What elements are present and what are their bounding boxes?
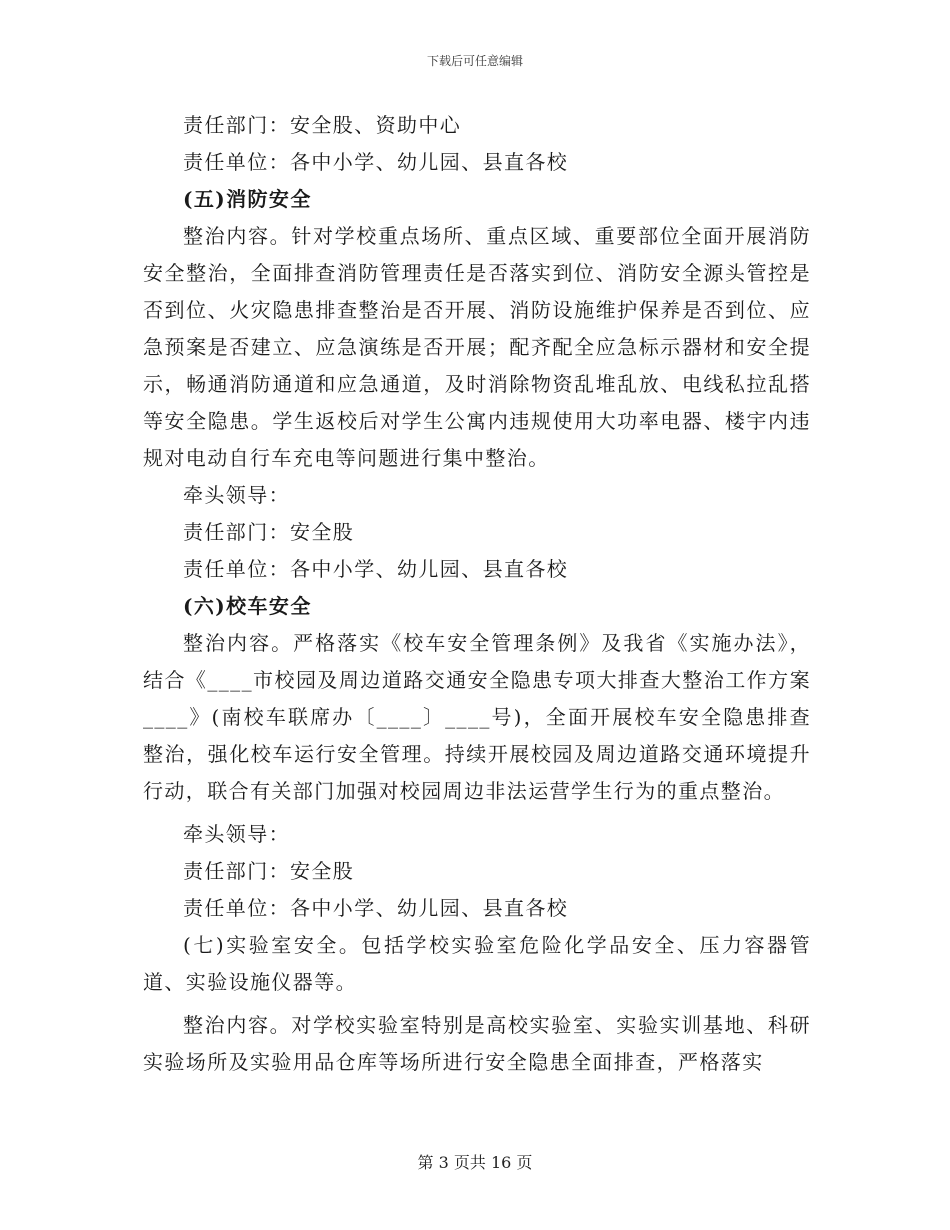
- lead-leader-6: 牵头领导：: [183, 822, 290, 846]
- responsible-unit-1: 责任单位：各中小学、幼儿园、县直各校: [183, 150, 569, 174]
- section-heading-5: (五)消防安全: [183, 187, 312, 211]
- section-heading-7: (七)实验室安全。包括学校实验室危险化学品安全、压力容器管道、实验设施仪器等。: [143, 933, 811, 994]
- page-footer: 第 3 页共 16 页: [417, 1153, 533, 1172]
- responsible-department-1: 责任部门：安全股、资助中心: [183, 113, 462, 137]
- section-heading-6: (六)校车安全: [183, 594, 312, 618]
- responsible-unit-5: 责任单位：各中小学、幼儿园、县直各校: [183, 557, 569, 581]
- document-body: [143, 107, 811, 1081]
- responsible-unit-6: 责任单位：各中小学、幼儿园、县直各校: [183, 896, 569, 920]
- section-6-content: 整治内容。严格落实《校车安全管理条例》及我省《实施办法》，结合《____市校园及周边道路交通安全隐患专项大排查大整治工作方案____》(南校车联席办〔____〕____号)，全面开展校车安全隐患排查整治，强化校车运行安全管理。持续开展校园及周边道路交通环境提升行动，联合有关部门加强对校园周边非法运营学生行为的重点整治。: [143, 631, 811, 803]
- section-5-content: 整治内容。针对学校重点场所、重点区域、重要部位全面开展消防安全整治，全面排查消防管理责任是否落实到位、消防安全源头管控是否到位、火灾隐患排查整治是否开展、消防设施维护保养是否到位、应急预案是否建立、应急演练是否开展；配齐配全应急标示器材和安全提示，畅通消防通道和应急通道，及时消除物资乱堆乱放、电线私拉乱搭等安全隐患。学生返校后对学生公寓内违规使用大功率电器、楼宇内违规对电动自行车充电等问题进行集中整治。: [143, 224, 811, 470]
- responsible-department-5: 责任部门：安全股: [183, 520, 355, 544]
- lead-leader-5: 牵头领导：: [183, 483, 290, 507]
- responsible-department-6: 责任部门：安全股: [183, 859, 355, 883]
- section-7-content: 整治内容。对学校实验室特别是高校实验室、实验实训基地、科研实验场所及实验用品仓库等场所进行安全隐患全面排查，严格落实: [143, 1013, 811, 1074]
- page-header: 下载后可任意编辑: [426, 54, 523, 68]
